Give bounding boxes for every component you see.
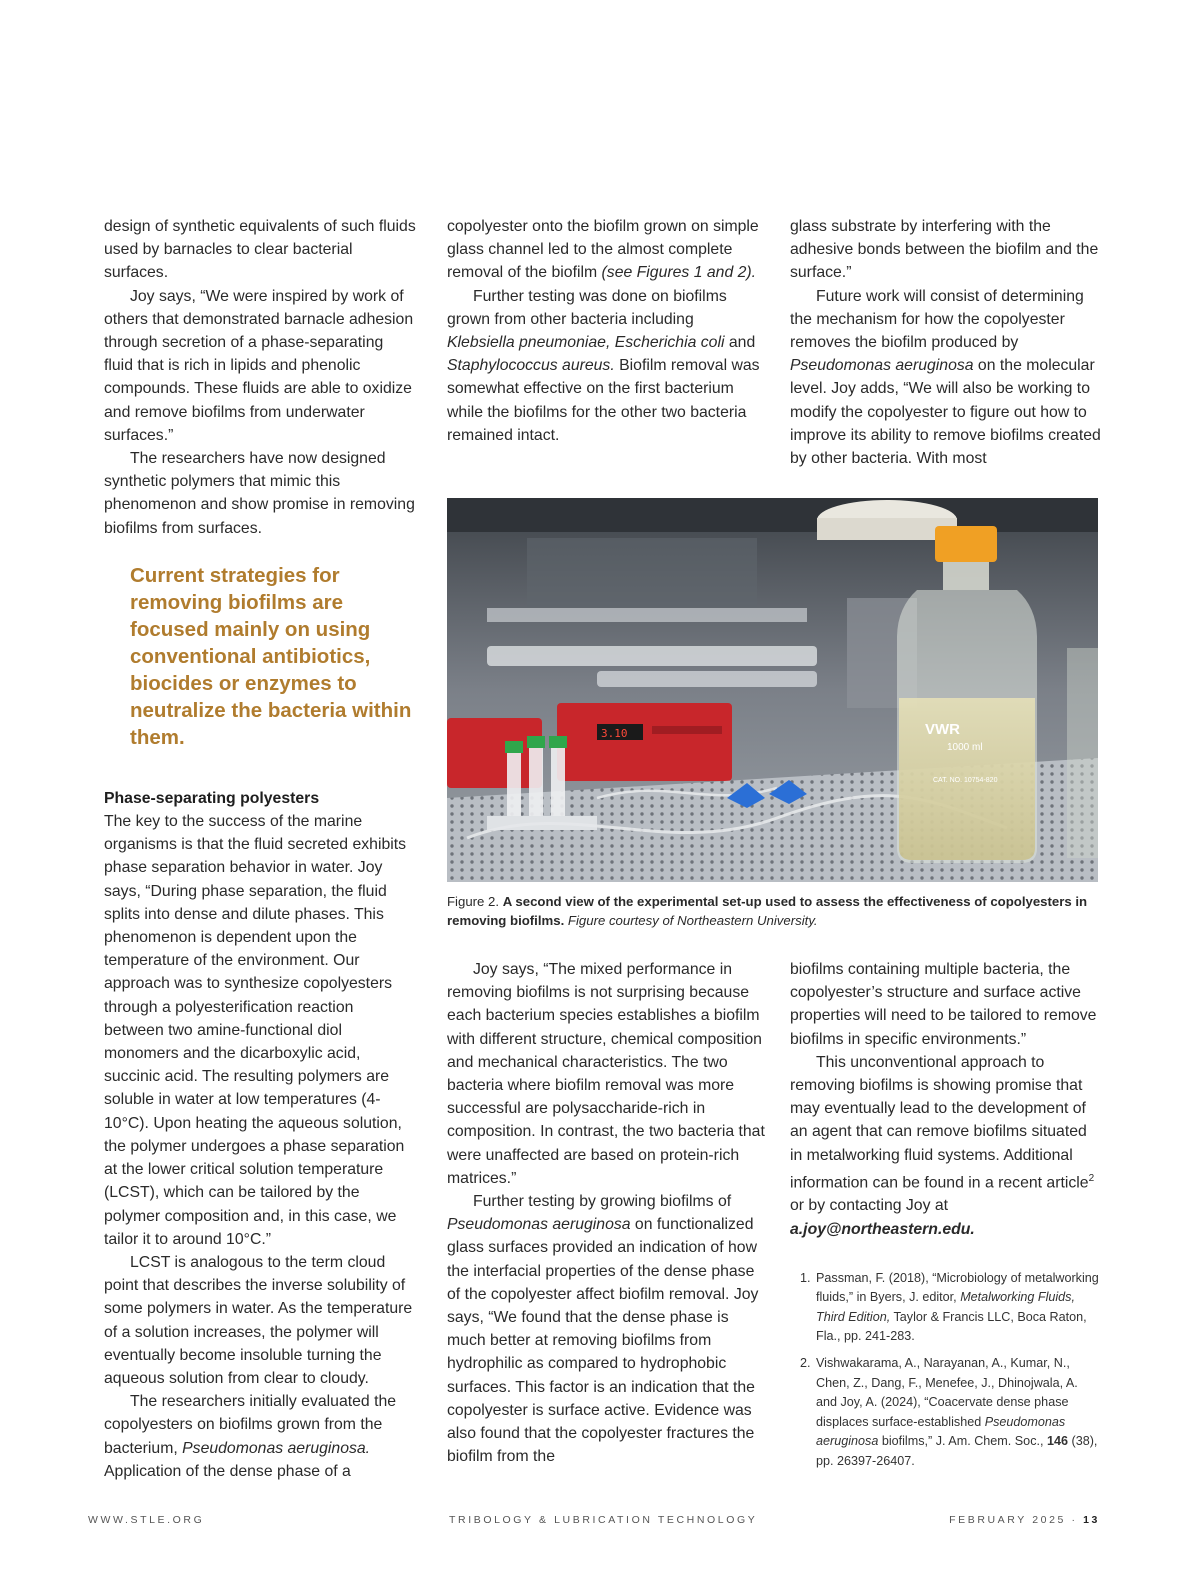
text-run: Vishwakarama, A., Narayanan, A., Kumar, N., Chen, Z., Dang, F., Menefee, J., Dhinojwala, A. and Joy, A. (2024), “Coacervate dense phase displaces surface-established: [816, 1356, 1078, 1429]
text-run: and: [724, 334, 756, 352]
footer-date-page: [949, 1514, 1100, 1526]
footer-publication: TRIBOLOGY & LUBRICATION TECHNOLOGY: [449, 1514, 758, 1526]
column-2-top: [447, 215, 765, 447]
hood-frame: [447, 498, 1098, 532]
paragraph: The researchers have now designed synthetic polymers that mimic this phenomenon and show promise in removing biofilms from surfaces.: [104, 450, 415, 537]
text-run: biofilms,” J. Am. Chem. Soc.,: [878, 1434, 1047, 1449]
vial: [529, 748, 543, 818]
text-run: Taylor & Francis LLC, Boca Raton, Fla., pp. 241-283.: [816, 1309, 1087, 1344]
references-list: [790, 1269, 1102, 1472]
text-run: The researchers initially evaluated the copolyesters on biofilms grown from the bacterium,: [104, 1393, 397, 1457]
vial-cap: [505, 741, 523, 753]
syringe: [487, 646, 817, 666]
text-run: copolyester onto the biofilm grown on simple glass channel led to the almost complete removal of the biofilm: [447, 218, 759, 282]
email-link[interactable]: a.joy@northeastern.edu.: [790, 1220, 975, 1238]
figure-2-photo: [447, 498, 1098, 882]
syringe: [597, 671, 817, 687]
paragraph: [447, 215, 765, 285]
column-2-bottom: [447, 958, 765, 1468]
syringe-pump-right: [557, 703, 732, 781]
column-1: [104, 215, 416, 1483]
paragraph: [104, 1390, 416, 1483]
paragraph: [447, 285, 765, 447]
text-run: Further testing was done on biofilms grown from other bacteria including: [447, 287, 727, 328]
text-run: or by contacting Joy at: [790, 1197, 949, 1215]
text-run: Further testing by growing biofilms of: [473, 1193, 732, 1211]
text-run: (38), pp. 26397-26407.: [816, 1434, 1098, 1469]
second-bottle: [1067, 648, 1098, 858]
bottle-label-volume: 1000 ml: [947, 742, 983, 753]
species-name: Pseudomonas aeruginosa: [790, 357, 974, 375]
reference-item: [790, 1354, 1102, 1472]
lab-setup-illustration: [447, 498, 1098, 882]
reference-number: 2.: [800, 1356, 811, 1371]
paragraph: [790, 1051, 1102, 1241]
shelf: [487, 608, 807, 622]
text-run: Passman, F. (2018), “Microbiology of metalworking fluids,” in Byers, J. editor,: [816, 1270, 1099, 1305]
book-title: Metalworking Fluids, Third Edition,: [816, 1290, 1075, 1324]
footer-website[interactable]: WWW.STLE.ORG: [88, 1514, 205, 1526]
paragraph: Joy says, “The mixed performance in removing biofilms is not surprising because each bacterium species establishes a biofilm with different structure, chemical composition and mechanical characteristics. The two bacteria where biofilm removal was more successful are polysaccharide-rich in composition. In contrast, the two bacteria that were unaffected are based on protein-rich matrices.”: [447, 961, 765, 1187]
paragraph: design of synthetic equivalents of such fluids used by barnacles to clear bacterial surfaces.: [104, 218, 416, 282]
paragraph: glass substrate by interfering with the adhesive bonds between the biofilm and the surface.”: [790, 218, 1099, 282]
vial-cap: [549, 736, 567, 748]
species-name: Pseudomonas aeruginosa.: [182, 1439, 371, 1457]
species-name: Staphylococcus aureus.: [447, 357, 615, 375]
section-heading: Phase-separating polyesters: [104, 789, 320, 807]
bottle-label-cat: CAT. NO. 10754-820: [933, 777, 998, 784]
pump-display-text: 3.10: [601, 727, 628, 740]
reference-number: 1.: [800, 1270, 811, 1285]
text-run: Biofilm removal was somewhat effective on the first bacterium while the biofilms for the other two bacteria remained intact.: [447, 357, 760, 444]
paragraph: Joy says, “We were inspired by work of others that demonstrated barnacle adhesion through secretion of a phase-separating fluid that is rich in lipids and phenolic compounds. These fluids are able to oxidize and remove biofilms from underwater surfaces.”: [104, 287, 414, 444]
species-name: Pseudomonas aeruginosa: [816, 1414, 1066, 1449]
paragraph: biofilms containing multiple bacteria, the copolyester’s structure and surface active properties will need to be tailored to remove biofilms in specific environments.”: [790, 961, 1097, 1048]
paragraph: [790, 285, 1102, 471]
text-run: on functionalized glass surfaces provided an indication of how the interfacial properties of the dense phase of the copolyester affect biofilm removal. Joy says, “We found that the dense phase is much better at removing biofilms from hydrophilic as compared to hydrophobic surfaces. This factor is an indication that the copolyester is surface active. Evidence was also found that the copolyester fractures the biofilm from the: [447, 1216, 759, 1466]
caption-label: Figure 2.: [447, 894, 503, 909]
caption-credit: Figure courtesy of Northeastern University.: [564, 913, 818, 928]
species-name: Klebsiella pneumoniae, Escherichia coli: [447, 334, 725, 352]
page-number: 13: [1083, 1514, 1100, 1526]
paragraph: [447, 1190, 765, 1468]
bottle-cap-orange: [935, 526, 997, 562]
reference-item: [790, 1269, 1102, 1347]
text-run: This unconventional approach to removing biofilms is showing promise that may eventually lead to the development of an agent that can remove biofilms situated in metalworking fluid systems. Additional information can be found in a recent article: [790, 1053, 1089, 1192]
text-run: Future work will consist of determining the mechanism for how the copolyester removes the biofilm produced by: [790, 287, 1084, 352]
shelf-back: [527, 538, 757, 608]
figure-caption: [447, 892, 1107, 930]
bottle-label-brand: VWR: [925, 721, 960, 738]
vial: [507, 753, 521, 818]
column-3-bottom: [790, 958, 1102, 1479]
pull-quote: Current strategies for removing biofilms are focused mainly on using conventional antibiotics, biocides or enzymes to neutralize the bacteria within them.: [130, 563, 412, 749]
syringe-pump-left: [447, 718, 542, 788]
paragraph: LCST is analogous to the term cloud point that describes the inverse solubility of some polymers in water. As the temperature of a solution increases, the polymer will eventually become insoluble turning the aqueous solution from clear to cloudy.: [104, 1253, 413, 1387]
vial-cap: [527, 736, 545, 748]
pump-buttons: [652, 726, 722, 734]
bottle-neck: [943, 562, 989, 590]
caption-title: A second view of the experimental set-up used to assess the effectiveness of copolyesters in removing biofilms.: [447, 894, 1088, 928]
footnote-marker: 2: [1088, 1172, 1095, 1184]
text-run: on the molecular level. Joy adds, “We will also be working to modify the copolyester to figure out how to improve its ability to remove biofilms created by other bacteria. With most: [790, 357, 1101, 468]
species-name: Pseudomonas aeruginosa: [447, 1216, 631, 1234]
volume-number: 146: [1047, 1434, 1069, 1449]
vial: [551, 748, 565, 818]
column-3-top: [790, 215, 1102, 470]
footer-date: FEBRUARY 2025 ·: [949, 1514, 1084, 1526]
paragraph: The key to the success of the marine organisms is that the fluid secreted exhibits phase separation behavior in water. Joy says, “During phase separation, the fluid splits into dense and dilute phases. This phenomenon is dependent upon the temperature of the environment. Our approach was to synthesize copolyesters through a polyesterification reaction between two amine-functional diol monomers and the dicarboxylic acid, succinic acid. The resulting polymers are soluble in water at low temperatures (4-10°C). Upon heating the aqueous solution, the polymer undergoes a phase separation at the lower critical solution temperature (LCST), which can be tailored by the polymer composition and, in this case, we tailor it to around 10°C.”: [104, 813, 407, 1248]
text-run: Application of the dense phase of a: [104, 1462, 351, 1480]
figure-reference: (see Figures 1 and 2).: [601, 264, 757, 282]
